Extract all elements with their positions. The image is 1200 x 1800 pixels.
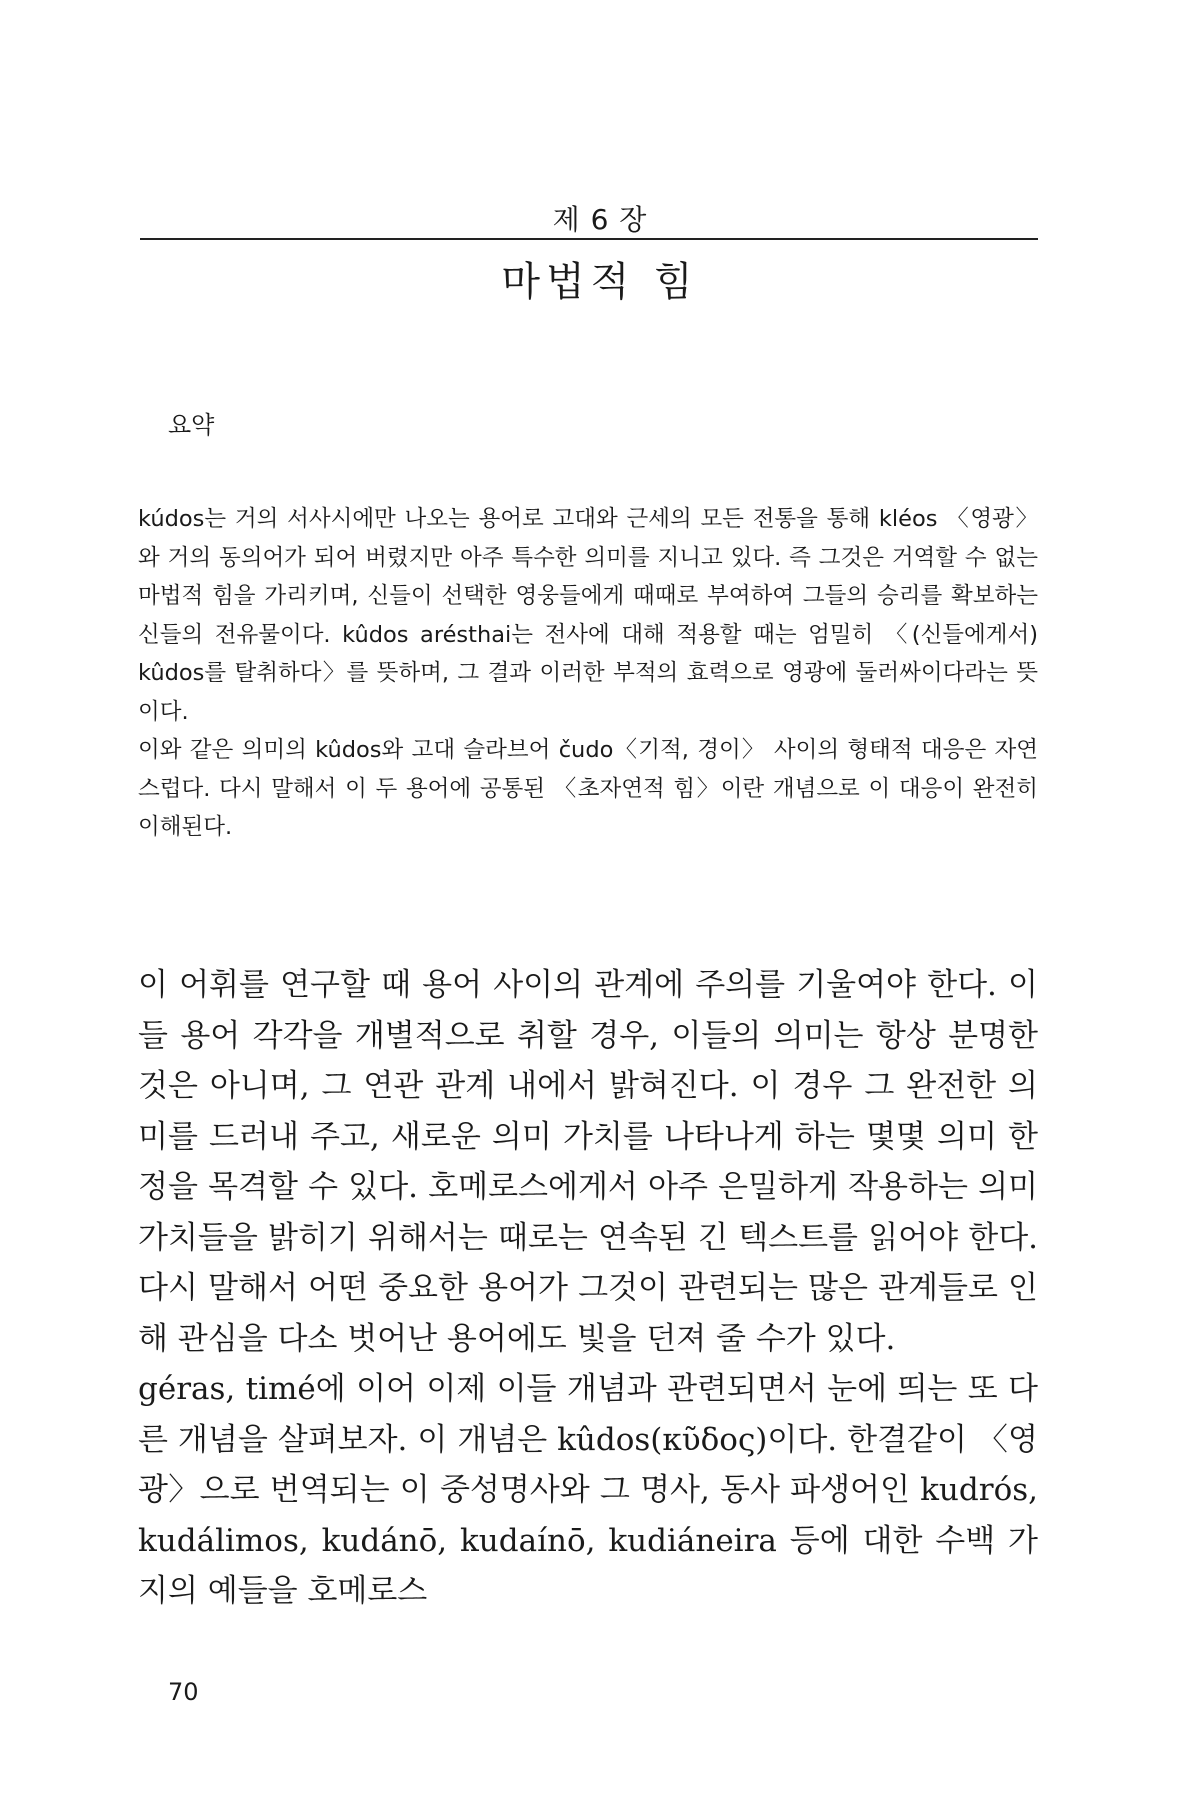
chapter-label: 제 6 장: [552, 203, 648, 236]
header-rule: [140, 238, 1038, 240]
body-paragraph-2: géras, timé에 이어 이제 이들 개념과 관련되면서 눈에 띄는 또 다른 개념을 살펴보자. 이 개념은 kûdos(κῦδος)이다. 한결같이 〈영광〉으로 번역되는 이 중성명사와 그 명사, 동사 파생어인 kudrós, kudálimos, kudánō, kudaínō, kudiáneira 등에 대한 수백 가지의 예들을 호메로스: [138, 1371, 1038, 1609]
body-text: [138, 960, 1038, 1617]
chapter-title: 마법적 힘: [501, 259, 699, 305]
summary-paragraph-1: kúdos는 거의 서사시에만 나오는 용어로 고대와 근세의 모든 전통을 통해 kléos 〈영광〉와 거의 동의어가 되어 버렸지만 아주 특수한 의미를 지니고 있다. 즉 그것은 거역할 수 없는 마법적 힘을 가리키며, 신들이 선택한 영웅들에게 때때로 부여하여 그들의 승리를 확보하는 신들의 전유물이다. kûdos arésthai는 전사에 대해 적용할 때는 엄밀히 〈(신들에게서) kûdos를 탈취하다〉를 뜻하며, 그 결과 이러한 부적의 효력으로 영광에 둘러싸이다라는 뜻이다.: [138, 506, 1038, 725]
summary-paragraph-2: 이와 같은 의미의 kûdos와 고대 슬라브어 čudo〈기적, 경이〉 사이의 형태적 대응은 자연스럽다. 다시 말해서 이 두 용어에 공통된 〈초자연적 힘〉이란 개념으로 이 대응이 완전히 이해된다.: [138, 737, 1038, 840]
body-paragraph-1: 이 어휘를 연구할 때 용어 사이의 관계에 주의를 기울여야 한다. 이들 용어 각각을 개별적으로 취할 경우, 이들의 의미는 항상 분명한 것은 아니며, 그 연관 관계 내에서 밝혀진다. 이 경우 그 완전한 의미를 드러내 주고, 새로운 의미 가치를 나타나게 하는 몇몇 의미 한정을 목격할 수 있다. 호메로스에게서 아주 은밀하게 작용하는 의미 가치들을 밝히기 위해서는 때로는 연속된 긴 텍스트를 읽어야 한다. 다시 말해서 어떤 중요한 용어가 그것이 관련되는 많은 관계들로 인해 관심을 다소 벗어난 용어에도 빛을 던져 줄 수가 있다.: [138, 967, 1038, 1357]
summary-heading: 요약: [168, 411, 215, 439]
page-number: 70: [168, 1678, 199, 1706]
summary-block: [138, 500, 1038, 847]
